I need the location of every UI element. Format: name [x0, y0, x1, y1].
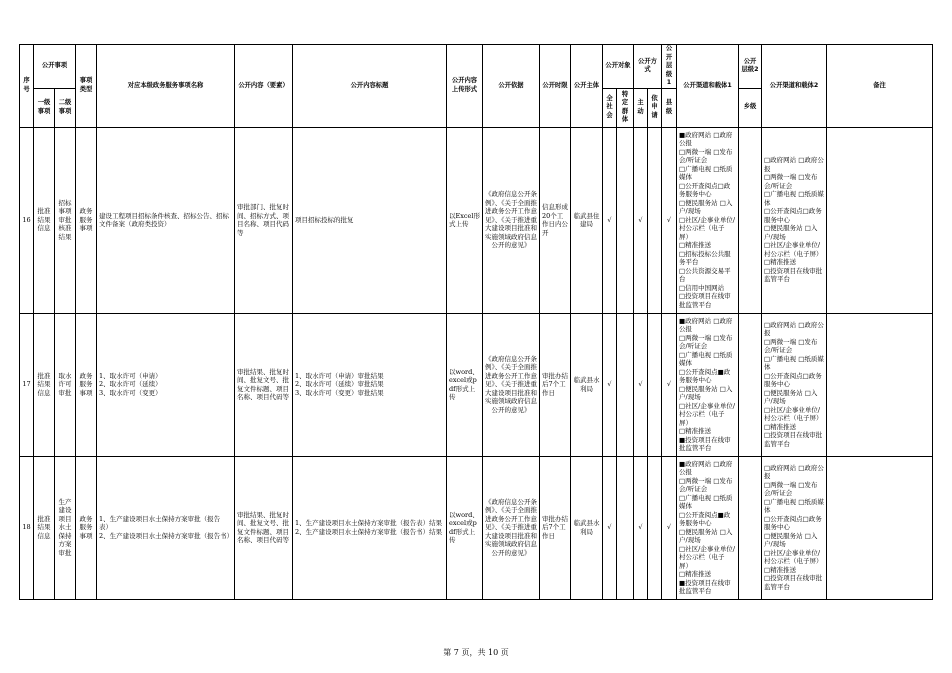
- cell-service: 建设工程项目招标条件核查、招标公告、招标文件备案（政府类投资）: [97, 127, 235, 313]
- disclosure-table: [19, 44, 933, 600]
- cell-seq: 17: [20, 313, 34, 456]
- cell-county: √: [662, 456, 677, 599]
- cell-type: 政务服务事项: [76, 456, 97, 599]
- header-target-all: 全社会: [603, 88, 617, 127]
- header-basis: 公开依据: [483, 45, 540, 128]
- cell-basis: 《政府信息公开条例》、《关于全面推进政务公开工作意见》、《关于推进重大建设项目批准和实施领域政府信息公开的意见》: [483, 127, 540, 313]
- cell-method-request: [648, 127, 662, 313]
- header-tier2: 公开层级2: [739, 45, 762, 89]
- cell-method-active: √: [634, 313, 648, 456]
- cell-county: √: [662, 127, 677, 313]
- cell-format: 以Excel形式上传: [447, 127, 483, 313]
- header-content: 公开内容（要素）: [235, 45, 293, 128]
- cell-remark: [827, 313, 933, 456]
- cell-method-active: √: [634, 456, 648, 599]
- cell-channel2: □政府网站 □政府公报 □两微一端 □发布会/听证会 □广播电视 □纸质媒体 □公开查阅点□政务服务中心 □便民服务站 □入户/现场 □社区/企事业单位/村公示栏（电子屏） □精准推送 □投资项目在线审批监管平台: [762, 313, 827, 456]
- cell-subject: 临武县水利局: [571, 456, 603, 599]
- header-channel1: 公开渠道和载体1: [677, 45, 739, 128]
- cell-basis: 《政府信息公开条例》、《关于全面推进政务公开工作意见》、《关于推进重大建设项目批准和实施领域政府信息公开的意见》: [483, 313, 540, 456]
- cell-time: 信息形成20个工作日内公开: [540, 127, 571, 313]
- cell-target-all: √: [603, 313, 617, 456]
- cell-level2: 取水许可审批: [55, 313, 76, 456]
- header-title: 公开内容标题: [293, 45, 447, 128]
- cell-title: 项目招标投标的批复: [293, 127, 447, 313]
- header-township: 乡级: [739, 88, 762, 127]
- header-method-request: 依申请: [648, 88, 662, 127]
- cell-time: 审批办结后7个工作日: [540, 313, 571, 456]
- cell-subject: 临武县住建局: [571, 127, 603, 313]
- header-target: 公开对象: [603, 45, 634, 89]
- cell-channel1: ■政府网站 □政府公报 □两微一端 □发布会/听证会 □广播电视 □纸质媒体 □公开查阅点□政务服务中心 □便民服务站 □入户/现场 □社区/企事业单位/村公示栏（电子屏） □精准推送 □招标投标公共服务平台 □公共资源交易平台 □信用中国网站 □投资项目在线审批监管平台: [677, 127, 739, 313]
- header-upload-format: 公开内容上传形式: [447, 45, 483, 128]
- cell-subject: 临武县水利局: [571, 313, 603, 456]
- cell-method-request: [648, 313, 662, 456]
- cell-target-specific: [617, 456, 634, 599]
- cell-method-active: √: [634, 127, 648, 313]
- header-item-type: 事项类型: [76, 45, 97, 128]
- cell-township: [739, 313, 762, 456]
- cell-level1: 批准结果信息: [34, 313, 55, 456]
- cell-channel2: □政府网站 □政府公报 □两微一端 □发布会/听证会 □广播电视 □纸质媒体 □公开查阅点□政务服务中心 □便民服务站 □入户/现场 □社区/企事业单位/村公示栏（电子屏） □精准推送 □投资项目在线审批监管平台: [762, 456, 827, 599]
- cell-channel1: ■政府网站 □政府公报 □两微一端 □发布会/听证会 □广播电视 □纸质媒体 □公开查阅点■政务服务中心 □便民服务站 □入户/现场 □社区/企事业单位/村公示栏（电子屏） □精准推送 ■投资项目在线审批监管平台: [677, 313, 739, 456]
- cell-seq: 18: [20, 456, 34, 599]
- cell-target-specific: [617, 313, 634, 456]
- header-time-limit: 公开时限: [540, 45, 571, 128]
- header-channel2: 公开渠道和载体2: [762, 45, 827, 128]
- cell-format: 以word、excel或pdf形式上传: [447, 456, 483, 599]
- cell-remark: [827, 127, 933, 313]
- cell-seq: 16: [20, 127, 34, 313]
- page-footer: 第 7 页，共 10 页: [443, 648, 509, 657]
- table-row: [20, 313, 933, 456]
- cell-method-request: [648, 456, 662, 599]
- cell-time: 审批办结后7个工作日: [540, 456, 571, 599]
- header-subject: 公开主体: [571, 45, 603, 128]
- cell-level2: 生产建设项目水土保持方案审批: [55, 456, 76, 599]
- header-method-active: 主动: [634, 88, 648, 127]
- header-remark: 备注: [827, 45, 933, 128]
- cell-basis: 《政府信息公开条例》、《关于全面推进政务公开工作意见》、《关于推进重大建设项目批准和实施领域政府信息公开的意见》: [483, 456, 540, 599]
- cell-format: 以word、excel或pdf形式上传: [447, 313, 483, 456]
- header-public-item: 公开事项: [34, 45, 76, 89]
- cell-channel1: ■政府网站 □政府公报 □两微一端 □发布会/听证会 □广播电视 □纸质媒体 □公开查阅点■政务服务中心 □便民服务站 □入户/现场 □社区/企事业单位/村公示栏（电子屏） □精准推送 ■投资项目在线审批监管平台: [677, 456, 739, 599]
- cell-level1: 批准结果信息: [34, 127, 55, 313]
- cell-title: 1、取水许可（申请）审批结果 2、取水许可（延续）审批结果 3、取水许可（变更）审批结果: [293, 313, 447, 456]
- cell-target-all: √: [603, 127, 617, 313]
- header-tier1: 公开层级1: [662, 45, 677, 89]
- cell-content: 审批结果、批复时间、批复文号、批复文件标题、项目名称、项目代码等: [235, 313, 293, 456]
- header-level2: 二级事项: [55, 88, 76, 127]
- header-method: 公开方式: [634, 45, 662, 89]
- table-row: [20, 456, 933, 599]
- cell-title: 1、生产建设项目水土保持方案审批（报告表）结果 2、生产建设项目水土保持方案审批（报告书）结果: [293, 456, 447, 599]
- header-target-specific: 特定群体: [617, 88, 634, 127]
- header-level1: 一级事项: [34, 88, 55, 127]
- cell-type: 政务服务事项: [76, 313, 97, 456]
- header-seq: 序号: [20, 45, 34, 128]
- cell-service: 1、生产建设项目水土保持方案审批（报告表） 2、生产建设项目水土保持方案审批（报告书）: [97, 456, 235, 599]
- cell-content: 审批结果、批复时间、批复文号、批复文件标题、项目名称、项目代码等: [235, 456, 293, 599]
- cell-level1: 批准结果信息: [34, 456, 55, 599]
- cell-remark: [827, 456, 933, 599]
- cell-content: 审批部门、批复时间、招标方式、项目名称、项目代码等: [235, 127, 293, 313]
- cell-service: 1、取水许可（申请） 2、取水许可（延续） 3、取水许可（变更）: [97, 313, 235, 456]
- cell-target-all: √: [603, 456, 617, 599]
- table-row: [20, 127, 933, 313]
- cell-county: √: [662, 313, 677, 456]
- header-county: 县级: [662, 88, 677, 127]
- cell-township: [739, 456, 762, 599]
- header-service-name: 对应本级政务服务事项名称: [97, 45, 235, 128]
- cell-level2: 招标事项审批核准结果: [55, 127, 76, 313]
- cell-channel2: □政府网站 □政府公报 □两微一端 □发布会/听证会 □广播电视 □纸质媒体 □公开查阅点□政务服务中心 □便民服务站 □入户/现场 □社区/企事业单位/村公示栏（电子屏） □精准推送 □投资项目在线审批监管平台: [762, 127, 827, 313]
- cell-township: [739, 127, 762, 313]
- cell-type: 政务服务事项: [76, 127, 97, 313]
- cell-target-specific: [617, 127, 634, 313]
